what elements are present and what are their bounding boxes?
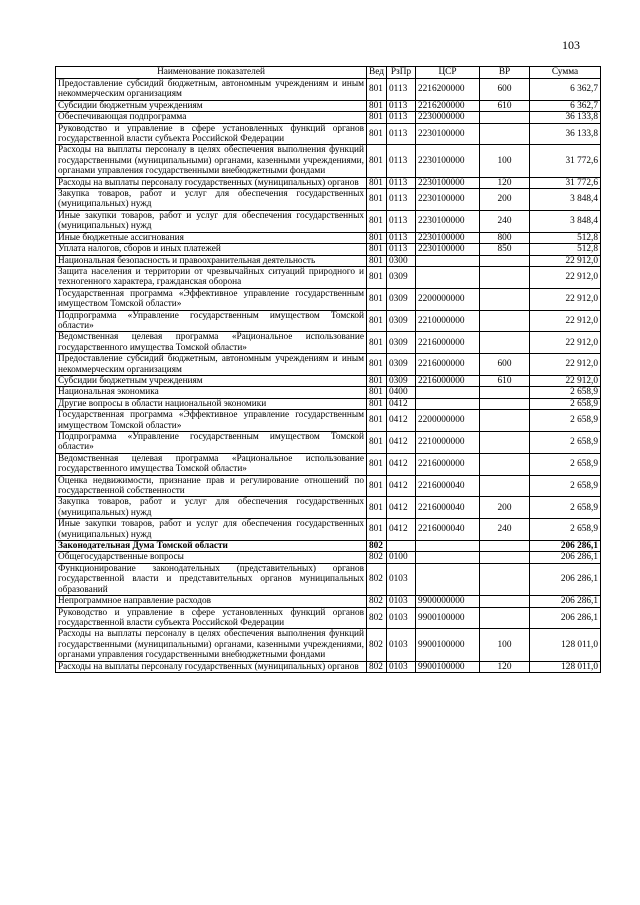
cell-name: Руководство и управление в сфере установленных функций органов государственной власти субъекта Российской Федерации bbox=[56, 607, 367, 629]
cell-sum: 2 658,9 bbox=[530, 475, 601, 497]
cell-sum: 2 658,9 bbox=[530, 387, 601, 398]
cell-vr: 800 bbox=[480, 232, 530, 243]
cell-ved: 801 bbox=[367, 310, 387, 332]
cell-name: Предоставление субсидий бюджетным, автономным учреждениям и иным некоммерческим организациям bbox=[56, 79, 367, 101]
table-row bbox=[56, 519, 601, 541]
cell-rzpr: 0113 bbox=[387, 79, 416, 101]
cell-ved: 802 bbox=[367, 563, 387, 595]
column-header-sum: Сумма bbox=[530, 67, 601, 79]
cell-ved: 801 bbox=[367, 255, 387, 266]
cell-sum: 6 362,7 bbox=[530, 79, 601, 101]
cell-name: Субсидии бюджетным учреждениям bbox=[56, 100, 367, 111]
cell-ved: 801 bbox=[367, 189, 387, 211]
cell-rzpr: 0309 bbox=[387, 310, 416, 332]
cell-rzpr: 0113 bbox=[387, 100, 416, 111]
cell-ved: 802 bbox=[367, 552, 387, 563]
cell-ved: 801 bbox=[367, 354, 387, 376]
cell-name: Государственная программа «Эффективное управление государственным имуществом Томской области» bbox=[56, 288, 367, 310]
cell-csr: 2230000000 bbox=[416, 112, 480, 123]
cell-name: Расходы на выплаты персоналу в целях обеспечения выполнения функций государственными (муниципальными) органами, казенными учреждениями, органами управления государственными внебюджетными фондами bbox=[56, 629, 367, 661]
cell-rzpr: 0412 bbox=[387, 432, 416, 454]
cell-rzpr: 0103 bbox=[387, 629, 416, 661]
table-row bbox=[56, 629, 601, 661]
cell-name: Защита населения и территории от чрезвычайных ситуаций природного и техногенного характера, гражданская оборона bbox=[56, 266, 367, 288]
cell-rzpr: 0113 bbox=[387, 244, 416, 255]
cell-csr: 2200000000 bbox=[416, 410, 480, 432]
cell-sum: 128 011,0 bbox=[530, 629, 601, 661]
cell-csr bbox=[416, 266, 480, 288]
cell-sum: 206 286,1 bbox=[530, 541, 601, 552]
cell-csr bbox=[416, 255, 480, 266]
cell-rzpr: 0113 bbox=[387, 232, 416, 243]
cell-ved: 801 bbox=[367, 387, 387, 398]
cell-vr: 100 bbox=[480, 145, 530, 177]
cell-rzpr: 0113 bbox=[387, 145, 416, 177]
table-row bbox=[56, 112, 601, 123]
cell-name: Иные закупки товаров, работ и услуг для обеспечения государственных (муниципальных) нужд bbox=[56, 519, 367, 541]
cell-rzpr: 0103 bbox=[387, 596, 416, 607]
cell-name: Ведомственная целевая программа «Рациональное использование государственного имущества Томской области» bbox=[56, 453, 367, 475]
cell-csr: 2230100000 bbox=[416, 244, 480, 255]
cell-ved: 801 bbox=[367, 112, 387, 123]
cell-vr bbox=[480, 607, 530, 629]
table-row bbox=[56, 375, 601, 386]
cell-vr: 240 bbox=[480, 519, 530, 541]
table-row bbox=[56, 266, 601, 288]
table-body bbox=[56, 79, 601, 673]
cell-name: Подпрограмма «Управление государственным имуществом Томской области» bbox=[56, 310, 367, 332]
cell-vr bbox=[480, 266, 530, 288]
cell-name: Субсидии бюджетным учреждениям bbox=[56, 375, 367, 386]
cell-vr bbox=[480, 432, 530, 454]
cell-ved: 801 bbox=[367, 288, 387, 310]
cell-vr bbox=[480, 310, 530, 332]
table-row bbox=[56, 432, 601, 454]
cell-rzpr: 0412 bbox=[387, 497, 416, 519]
table-row bbox=[56, 177, 601, 188]
cell-vr bbox=[480, 112, 530, 123]
column-header-rzpr: РзПр bbox=[387, 67, 416, 79]
cell-sum: 22 912,0 bbox=[530, 255, 601, 266]
table-row bbox=[56, 189, 601, 211]
cell-vr bbox=[480, 387, 530, 398]
cell-rzpr: 0113 bbox=[387, 189, 416, 211]
cell-sum: 206 286,1 bbox=[530, 552, 601, 563]
cell-ved: 801 bbox=[367, 266, 387, 288]
cell-rzpr: 0309 bbox=[387, 288, 416, 310]
cell-sum: 2 658,9 bbox=[530, 432, 601, 454]
cell-rzpr: 0103 bbox=[387, 563, 416, 595]
cell-csr: 2216000000 bbox=[416, 354, 480, 376]
cell-sum: 36 133,8 bbox=[530, 123, 601, 145]
cell-name: Расходы на выплаты персоналу в целях обеспечения выполнения функций государственными (муниципальными) органами, казенными учреждениями, органами управления государственными внебюджетными фондами bbox=[56, 145, 367, 177]
cell-ved: 801 bbox=[367, 432, 387, 454]
cell-vr bbox=[480, 453, 530, 475]
cell-rzpr: 0113 bbox=[387, 112, 416, 123]
cell-rzpr: 0100 bbox=[387, 552, 416, 563]
table-row bbox=[56, 563, 601, 595]
cell-rzpr: 0300 bbox=[387, 255, 416, 266]
table-row bbox=[56, 410, 601, 432]
cell-csr: 2210000000 bbox=[416, 432, 480, 454]
cell-sum: 3 848,4 bbox=[530, 210, 601, 232]
cell-csr: 2216200000 bbox=[416, 79, 480, 101]
cell-vr bbox=[480, 332, 530, 354]
cell-ved: 801 bbox=[367, 332, 387, 354]
cell-name: Закупка товаров, работ и услуг для обеспечения государственных (муниципальных) нужд bbox=[56, 497, 367, 519]
cell-sum: 3 848,4 bbox=[530, 189, 601, 211]
table-row bbox=[56, 354, 601, 376]
cell-name: Расходы на выплаты персоналу государственных (муниципальных) органов bbox=[56, 177, 367, 188]
cell-csr: 9900100000 bbox=[416, 607, 480, 629]
cell-name: Национальная безопасность и правоохранительная деятельность bbox=[56, 255, 367, 266]
cell-sum: 2 658,9 bbox=[530, 519, 601, 541]
cell-vr bbox=[480, 596, 530, 607]
table-row bbox=[56, 145, 601, 177]
table-row bbox=[56, 210, 601, 232]
cell-ved: 801 bbox=[367, 375, 387, 386]
cell-csr: 2230100000 bbox=[416, 232, 480, 243]
cell-sum: 128 011,0 bbox=[530, 661, 601, 672]
cell-vr: 200 bbox=[480, 497, 530, 519]
table-row bbox=[56, 79, 601, 101]
cell-csr: 2230100000 bbox=[416, 145, 480, 177]
cell-ved: 801 bbox=[367, 519, 387, 541]
cell-ved: 801 bbox=[367, 497, 387, 519]
page-number: 103 bbox=[562, 38, 580, 52]
cell-vr: 100 bbox=[480, 629, 530, 661]
cell-name: Общегосударственные вопросы bbox=[56, 552, 367, 563]
cell-rzpr: 0309 bbox=[387, 354, 416, 376]
cell-ved: 802 bbox=[367, 629, 387, 661]
cell-rzpr: 0412 bbox=[387, 410, 416, 432]
cell-sum: 22 912,0 bbox=[530, 266, 601, 288]
cell-sum: 206 286,1 bbox=[530, 563, 601, 595]
cell-csr: 2216000000 bbox=[416, 375, 480, 386]
cell-sum: 2 658,9 bbox=[530, 410, 601, 432]
cell-vr: 120 bbox=[480, 661, 530, 672]
cell-ved: 802 bbox=[367, 596, 387, 607]
column-header-ved: Вед bbox=[367, 67, 387, 79]
table-row bbox=[56, 123, 601, 145]
cell-csr: 9900100000 bbox=[416, 629, 480, 661]
cell-vr: 120 bbox=[480, 177, 530, 188]
column-header-csr: ЦСР bbox=[416, 67, 480, 79]
table-row bbox=[56, 661, 601, 672]
cell-csr: 2216000000 bbox=[416, 453, 480, 475]
cell-sum: 22 912,0 bbox=[530, 375, 601, 386]
cell-ved: 801 bbox=[367, 475, 387, 497]
cell-csr bbox=[416, 563, 480, 595]
cell-sum: 206 286,1 bbox=[530, 596, 601, 607]
cell-name: Обеспечивающая подпрограмма bbox=[56, 112, 367, 123]
cell-ved: 801 bbox=[367, 210, 387, 232]
cell-csr: 2200000000 bbox=[416, 288, 480, 310]
table-row bbox=[56, 100, 601, 111]
cell-name: Подпрограмма «Управление государственным имуществом Томской области» bbox=[56, 432, 367, 454]
cell-csr: 2230100000 bbox=[416, 189, 480, 211]
cell-rzpr: 0113 bbox=[387, 123, 416, 145]
cell-name: Оценка недвижимости, признание прав и регулирование отношений по государственной собственности bbox=[56, 475, 367, 497]
table-row bbox=[56, 497, 601, 519]
cell-vr: 200 bbox=[480, 189, 530, 211]
cell-csr: 2210000000 bbox=[416, 310, 480, 332]
cell-name: Иные бюджетные ассигнования bbox=[56, 232, 367, 243]
cell-rzpr: 0103 bbox=[387, 607, 416, 629]
cell-sum: 31 772,6 bbox=[530, 145, 601, 177]
cell-csr: 2216000040 bbox=[416, 475, 480, 497]
cell-csr: 2216200000 bbox=[416, 100, 480, 111]
cell-sum: 22 912,0 bbox=[530, 354, 601, 376]
cell-ved: 801 bbox=[367, 145, 387, 177]
cell-csr: 2230100000 bbox=[416, 123, 480, 145]
cell-rzpr: 0412 bbox=[387, 475, 416, 497]
table-row bbox=[56, 541, 601, 552]
cell-vr bbox=[480, 255, 530, 266]
cell-name: Непрограммное направление расходов bbox=[56, 596, 367, 607]
cell-sum: 6 362,7 bbox=[530, 100, 601, 111]
cell-csr: 2216000040 bbox=[416, 497, 480, 519]
cell-ved: 801 bbox=[367, 100, 387, 111]
cell-csr bbox=[416, 552, 480, 563]
cell-name: Руководство и управление в сфере установленных функций органов государственной власти субъекта Российской Федерации bbox=[56, 123, 367, 145]
cell-rzpr: 0412 bbox=[387, 398, 416, 409]
cell-rzpr: 0412 bbox=[387, 519, 416, 541]
cell-sum: 2 658,9 bbox=[530, 398, 601, 409]
column-header-name: Наименование показателей bbox=[56, 67, 367, 79]
cell-name: Функционирование законодательных (представительных) органов государственной власти и представительных органов муниципальных образований bbox=[56, 563, 367, 595]
table-row bbox=[56, 475, 601, 497]
cell-rzpr: 0400 bbox=[387, 387, 416, 398]
cell-rzpr: 0412 bbox=[387, 453, 416, 475]
cell-ved: 801 bbox=[367, 410, 387, 432]
table-row bbox=[56, 596, 601, 607]
cell-vr bbox=[480, 541, 530, 552]
cell-csr bbox=[416, 398, 480, 409]
table-row bbox=[56, 232, 601, 243]
cell-vr: 850 bbox=[480, 244, 530, 255]
cell-sum: 22 912,0 bbox=[530, 310, 601, 332]
cell-csr: 9900000000 bbox=[416, 596, 480, 607]
cell-sum: 22 912,0 bbox=[530, 332, 601, 354]
cell-name: Закупка товаров, работ и услуг для обеспечения государственных (муниципальных) нужд bbox=[56, 189, 367, 211]
cell-ved: 801 bbox=[367, 244, 387, 255]
cell-name: Национальная экономика bbox=[56, 387, 367, 398]
cell-csr: 2216000040 bbox=[416, 519, 480, 541]
cell-ved: 801 bbox=[367, 453, 387, 475]
table-row bbox=[56, 398, 601, 409]
cell-vr bbox=[480, 410, 530, 432]
cell-csr: 2230100000 bbox=[416, 177, 480, 188]
cell-ved: 801 bbox=[367, 123, 387, 145]
cell-rzpr: 0113 bbox=[387, 177, 416, 188]
cell-vr bbox=[480, 475, 530, 497]
cell-vr: 600 bbox=[480, 79, 530, 101]
cell-name: Предоставление субсидий бюджетным, автономным учреждениям и иным некоммерческим организациям bbox=[56, 354, 367, 376]
cell-sum: 22 912,0 bbox=[530, 288, 601, 310]
table-row bbox=[56, 552, 601, 563]
cell-rzpr: 0309 bbox=[387, 375, 416, 386]
cell-vr: 240 bbox=[480, 210, 530, 232]
cell-name: Расходы на выплаты персоналу государственных (муниципальных) органов bbox=[56, 661, 367, 672]
cell-csr: 9900100000 bbox=[416, 661, 480, 672]
cell-ved: 802 bbox=[367, 607, 387, 629]
cell-ved: 801 bbox=[367, 177, 387, 188]
cell-vr bbox=[480, 123, 530, 145]
cell-name: Другие вопросы в области национальной экономики bbox=[56, 398, 367, 409]
cell-sum: 36 133,8 bbox=[530, 112, 601, 123]
cell-csr bbox=[416, 387, 480, 398]
cell-ved: 801 bbox=[367, 232, 387, 243]
cell-rzpr: 0113 bbox=[387, 210, 416, 232]
table-row bbox=[56, 332, 601, 354]
cell-vr bbox=[480, 398, 530, 409]
cell-rzpr: 0103 bbox=[387, 661, 416, 672]
cell-vr bbox=[480, 552, 530, 563]
table-header-row bbox=[56, 67, 601, 79]
cell-vr: 600 bbox=[480, 354, 530, 376]
table-row bbox=[56, 387, 601, 398]
cell-rzpr: 0309 bbox=[387, 266, 416, 288]
cell-csr: 2230100000 bbox=[416, 210, 480, 232]
cell-csr: 2216000000 bbox=[416, 332, 480, 354]
cell-ved: 801 bbox=[367, 398, 387, 409]
cell-sum: 31 772,6 bbox=[530, 177, 601, 188]
cell-vr bbox=[480, 288, 530, 310]
cell-csr bbox=[416, 541, 480, 552]
column-header-vr: ВР bbox=[480, 67, 530, 79]
cell-ved: 801 bbox=[367, 79, 387, 101]
cell-vr: 610 bbox=[480, 100, 530, 111]
cell-name: Уплата налогов, сборов и иных платежей bbox=[56, 244, 367, 255]
table-row bbox=[56, 607, 601, 629]
cell-name: Законодательная Дума Томской области bbox=[56, 541, 367, 552]
cell-sum: 206 286,1 bbox=[530, 607, 601, 629]
cell-vr: 610 bbox=[480, 375, 530, 386]
cell-name: Иные закупки товаров, работ и услуг для обеспечения государственных (муниципальных) нужд bbox=[56, 210, 367, 232]
cell-sum: 2 658,9 bbox=[530, 453, 601, 475]
cell-ved: 802 bbox=[367, 661, 387, 672]
cell-sum: 512,8 bbox=[530, 244, 601, 255]
table-row bbox=[56, 244, 601, 255]
cell-ved: 802 bbox=[367, 541, 387, 552]
cell-rzpr: 0309 bbox=[387, 332, 416, 354]
cell-vr bbox=[480, 563, 530, 595]
budget-table bbox=[55, 66, 601, 673]
cell-rzpr bbox=[387, 541, 416, 552]
table-row bbox=[56, 453, 601, 475]
cell-sum: 512,8 bbox=[530, 232, 601, 243]
table-row bbox=[56, 288, 601, 310]
table-row bbox=[56, 310, 601, 332]
table-row bbox=[56, 255, 601, 266]
cell-name: Государственная программа «Эффективное управление государственным имуществом Томской области» bbox=[56, 410, 367, 432]
cell-name: Ведомственная целевая программа «Рациональное использование государственного имущества Томской области» bbox=[56, 332, 367, 354]
cell-sum: 2 658,9 bbox=[530, 497, 601, 519]
